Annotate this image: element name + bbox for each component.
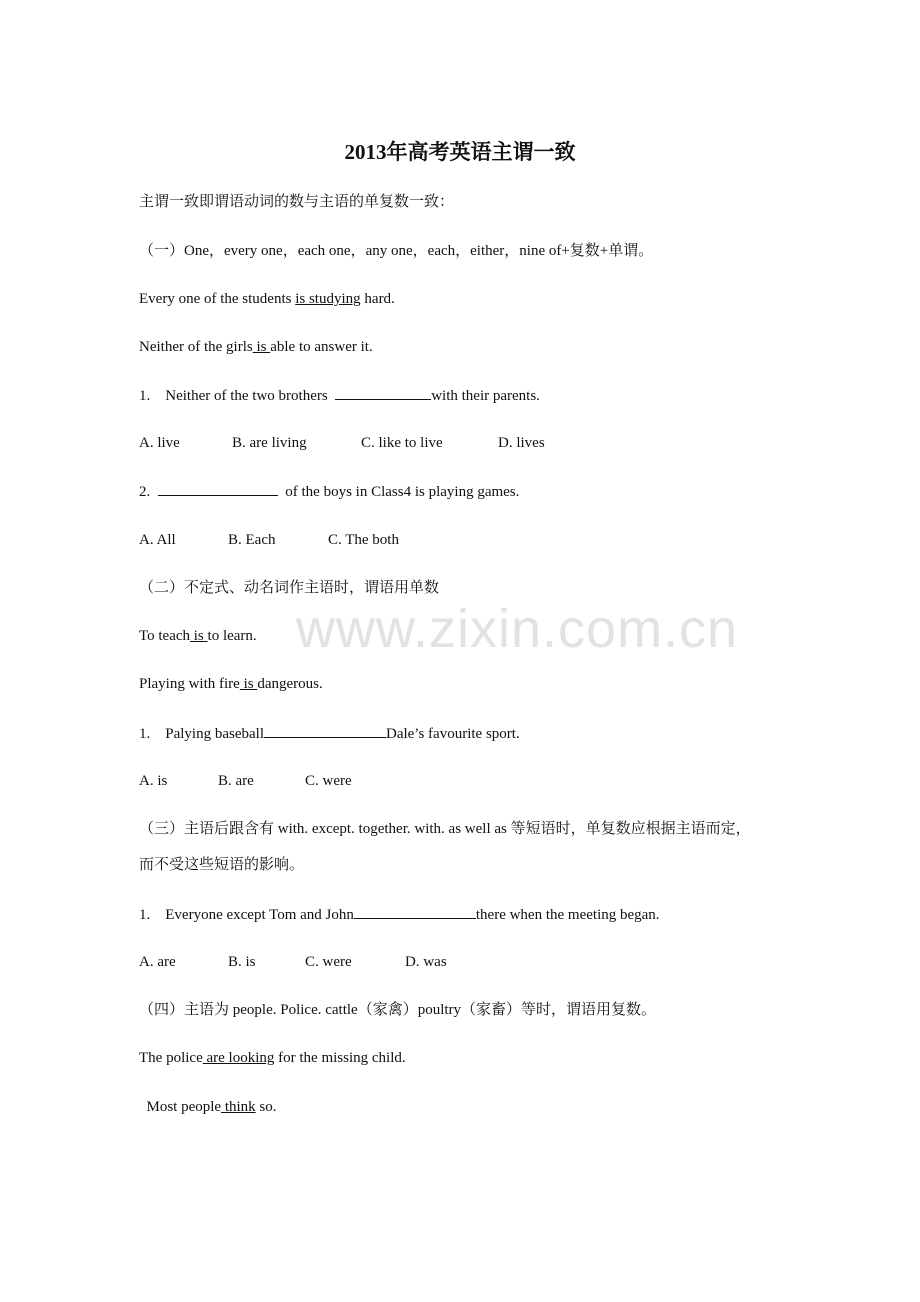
text-segment: 1. Neither of the two brothers [139, 388, 336, 404]
text-line [139, 855, 304, 875]
text-line [139, 337, 373, 357]
answer-option: A. All [139, 532, 176, 548]
underlined-text: is [190, 628, 208, 644]
text-segment: dangerous. [257, 676, 323, 692]
text-segment: 主谓一致即谓语动词的数与主语的单复数一致： [139, 194, 455, 210]
underlined-text: is [239, 676, 258, 692]
text-segment: there when the meeting began. [475, 907, 660, 923]
answer-options [139, 771, 739, 791]
text-line [139, 674, 323, 694]
document-title: 2013年高考英语主谓一致 [344, 140, 576, 164]
answer-option: C. were [305, 773, 352, 789]
answer-option: C. like to live [361, 435, 443, 451]
text-segment: able to answer it. [270, 339, 373, 355]
answer-option: B. Each [228, 532, 276, 548]
underlined-text: are looking [202, 1050, 275, 1066]
text-segment: for the missing child. [274, 1050, 406, 1066]
text-line [139, 192, 454, 212]
text-line [139, 723, 520, 744]
text-segment: （二）不定式、动名词作主语时，谓语用单数 [139, 580, 440, 596]
text-segment: with their parents. [431, 388, 540, 404]
text-line [139, 481, 519, 502]
watermark: www.zixin.com.cn [296, 599, 739, 659]
fill-in-blank [158, 481, 278, 496]
text-line [139, 819, 751, 839]
answer-option: A. is [139, 773, 168, 789]
answer-option: B. are [218, 773, 254, 789]
answer-options [139, 530, 739, 550]
underlined-text: is studying [295, 291, 361, 307]
underlined-text: is [252, 339, 271, 355]
answer-option: C. were [305, 954, 352, 970]
answer-option: D. was [405, 954, 447, 970]
text-segment: Neither of the girls [139, 339, 253, 355]
text-segment: 而不受这些短语的影响。 [139, 857, 305, 873]
answer-option: D. lives [498, 435, 545, 451]
text-segment: To teach [139, 628, 191, 644]
answer-option: B. are living [232, 435, 307, 451]
text-line [139, 241, 653, 261]
text-line [139, 578, 439, 598]
text-segment: hard. [360, 291, 395, 307]
text-line [139, 1000, 656, 1020]
text-segment: （一）One，every one，each one，any one，each，either，nine of+复数+单谓。 [139, 243, 654, 259]
text-segment: of the boys in Class4 is playing games. [277, 484, 520, 500]
text-segment: 1. Everyone except Tom and John [139, 907, 354, 923]
fill-in-blank [354, 904, 476, 919]
text-line [139, 904, 660, 925]
answer-option: A. are [139, 954, 176, 970]
text-segment: 1. Palying baseball [139, 726, 264, 742]
text-segment: Playing with fire [139, 676, 240, 692]
text-segment: Dale’s favourite sport. [385, 726, 520, 742]
text-segment: The police [139, 1050, 203, 1066]
text-line [139, 1097, 277, 1117]
answer-option: C. The both [328, 532, 399, 548]
text-line [139, 385, 540, 406]
fill-in-blank [335, 385, 431, 400]
text-segment: so. [255, 1099, 277, 1115]
text-line [139, 1048, 406, 1068]
text-segment: 2. [139, 484, 158, 500]
text-line [139, 289, 395, 309]
text-segment: Every one of the students [139, 291, 296, 307]
text-segment: （三）主语后跟含有 with. except. together. with. as well as 等短语时，单复数应根据主语而定， [139, 821, 751, 837]
answer-options [139, 952, 739, 972]
answer-option: B. is [228, 954, 256, 970]
text-segment: Most people [139, 1099, 222, 1115]
text-segment: （四）主语为 people. Police. cattle（家禽）poultry（家畜）等时，谓语用复数。 [139, 1002, 657, 1018]
text-line [139, 626, 257, 646]
underlined-text: think [221, 1099, 256, 1115]
answer-option: A. live [139, 435, 180, 451]
answer-options [139, 433, 739, 453]
text-segment: to learn. [207, 628, 257, 644]
fill-in-blank [264, 723, 386, 738]
